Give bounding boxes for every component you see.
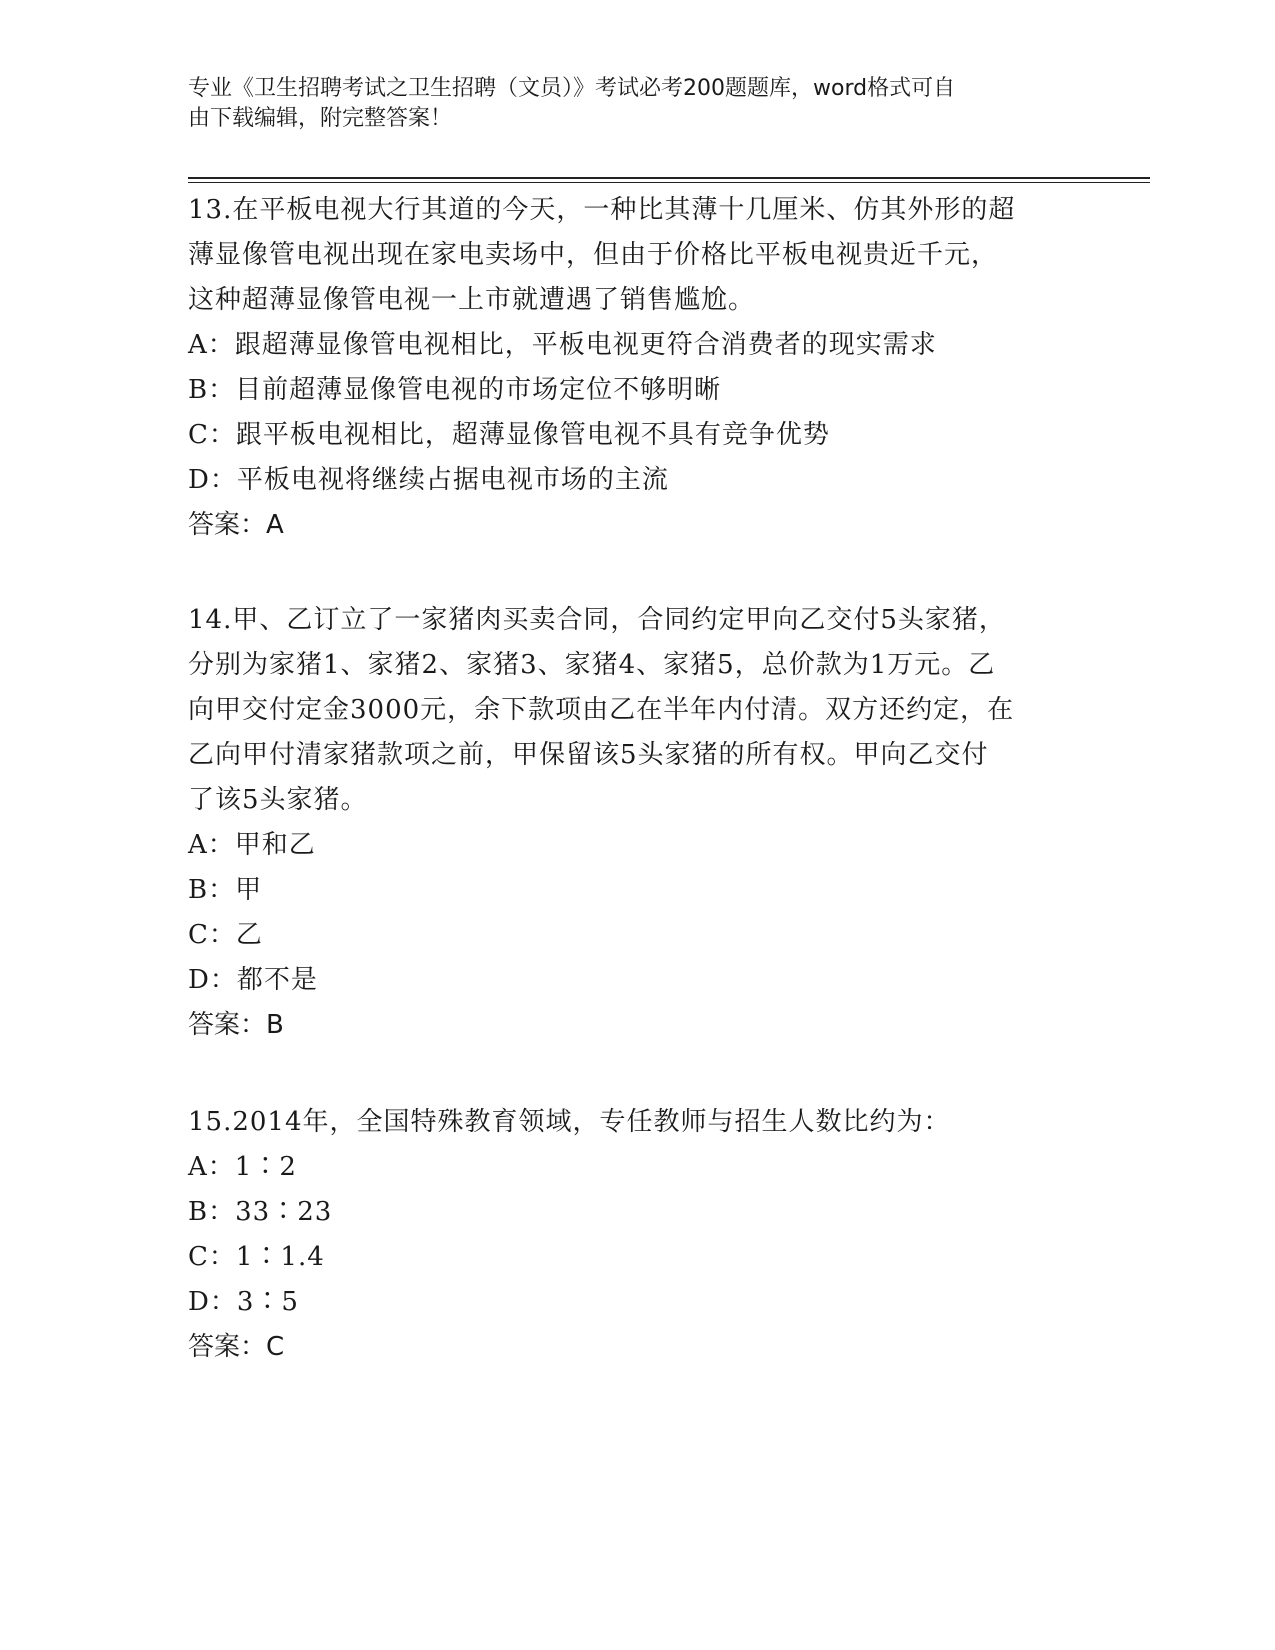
answer-line: 答案：C bbox=[188, 1332, 285, 1362]
question-stem-line: 这种超薄显像管电视一上市就遭遇了销售尴尬。 bbox=[188, 285, 756, 315]
option-b: B：目前超薄显像管电视的市场定位不够明晰 bbox=[188, 375, 722, 405]
question-13 bbox=[188, 188, 1088, 548]
answer-line: 答案：A bbox=[188, 510, 284, 540]
option-d: D：3∶5 bbox=[188, 1287, 299, 1317]
question-stem-line: 薄显像管电视出现在家电卖场中，但由于价格比平板电视贵近千元， bbox=[188, 240, 999, 270]
option-b: B：甲 bbox=[188, 875, 263, 905]
question-stem-line: 乙向甲付清家猪款项之前，甲保留该5头家猪的所有权。甲向乙交付 bbox=[188, 740, 989, 770]
question-15 bbox=[188, 1100, 1088, 1370]
option-b: B：33∶23 bbox=[188, 1197, 333, 1227]
question-stem-line: 13.在平板电视大行其道的今天，一种比其薄十几厘米、仿其外形的超 bbox=[188, 195, 1016, 225]
option-c: C：跟平板电视相比，超薄显像管电视不具有竞争优势 bbox=[188, 420, 830, 450]
option-d: D：都不是 bbox=[188, 965, 318, 995]
document-header bbox=[188, 74, 1088, 134]
question-stem-line: 14.甲、乙订立了一家猪肉买卖合同，合同约定甲向乙交付5头家猪， bbox=[188, 605, 1006, 635]
header-line-1: 专业《卫生招聘考试之卫生招聘（文员）》考试必考200题题库，word格式可自 bbox=[188, 76, 956, 101]
question-stem-line: 分别为家猪1、家猪2、家猪3、家猪4、家猪5，总价款为1万元。乙 bbox=[188, 650, 996, 680]
question-14 bbox=[188, 598, 1088, 1048]
answer-line: 答案：B bbox=[188, 1010, 284, 1040]
option-c: C：乙 bbox=[188, 920, 263, 950]
option-d: D：平板电视将继续占据电视市场的主流 bbox=[188, 465, 669, 495]
question-stem-line: 了该5头家猪。 bbox=[188, 785, 368, 815]
header-divider-thin bbox=[188, 182, 1150, 183]
option-a: A：跟超薄显像管电视相比，平板电视更符合消费者的现实需求 bbox=[188, 330, 937, 360]
header-divider-thick bbox=[188, 177, 1150, 179]
option-a: A：甲和乙 bbox=[188, 830, 316, 860]
option-c: C：1∶1.4 bbox=[188, 1242, 325, 1272]
question-stem-line: 15.2014年，全国特殊教育领域，专任教师与招生人数比约为： bbox=[188, 1107, 951, 1137]
header-line-2: 由下载编辑，附完整答案！ bbox=[188, 106, 453, 131]
question-stem-line: 向甲交付定金3000元，余下款项由乙在半年内付清。双方还约定，在 bbox=[188, 695, 1015, 725]
option-a: A：1∶2 bbox=[188, 1152, 297, 1182]
